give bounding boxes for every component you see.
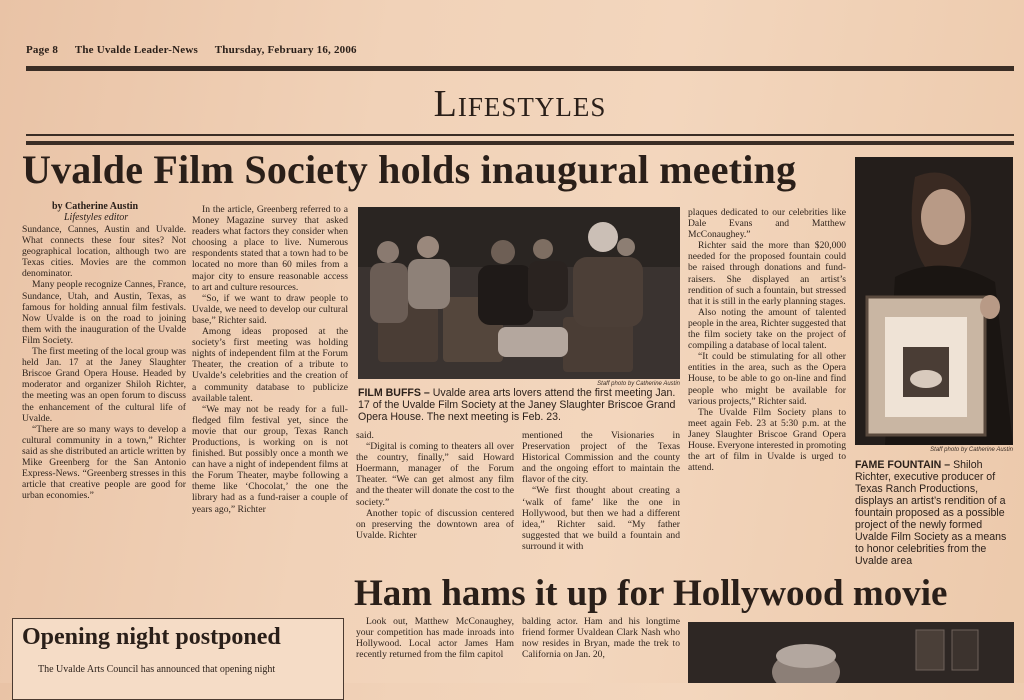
caption-lead: FAME FOUNTAIN – bbox=[855, 459, 951, 471]
paragraph: Among ideas proposed at the society’s first meeting was holding nights of independent film at the Forum Theater, the creation of a tribute to Uvalde’s celebrities and the creation of a community database to publicize available talent. bbox=[192, 326, 348, 404]
audience-photo bbox=[358, 207, 680, 379]
article-column-2 bbox=[192, 204, 348, 602]
section-rule-bottom bbox=[26, 141, 1014, 145]
opening-night-headline: Opening night postponed bbox=[22, 624, 281, 650]
ham-photo bbox=[688, 622, 1014, 683]
audience-photo-illustration bbox=[358, 207, 680, 379]
article-column-3 bbox=[356, 430, 514, 570]
ham-column-1 bbox=[356, 616, 514, 683]
photo-credit-1: Staff photo by Catherine Austin bbox=[597, 381, 680, 387]
opening-night-text: The Uvalde Arts Council has announced that opening night bbox=[38, 664, 276, 675]
section-rule-top bbox=[26, 134, 1014, 136]
byline-role: Lifestyles editor bbox=[64, 212, 129, 223]
issue-date: Thursday, February 16, 2006 bbox=[214, 44, 357, 56]
paragraph: Many people recognize Cannes, France, Sundance, Utah, and Austin, Texas, as famous for holding annual film festivals. Now Uvalde is on the road to joining them with the inauguration of the Uvalde Film Society. bbox=[22, 279, 186, 346]
caption-text: Shiloh Richter, executive producer of Texas Ranch Productions, displays an artist’s rendition of a fountain proposed as a possible project of the newly formed Uvalde Film Society as a means to honor celebrities from the Uvalde area bbox=[855, 459, 1007, 567]
paragraph: Also noting the amount of talented people in the area, Richter suggested that the film society take on the project of compiling a database of local talent. bbox=[688, 306, 846, 352]
photo-credit-2: Staff photo by Catherine Austin bbox=[930, 447, 1013, 453]
article-column-4 bbox=[522, 430, 680, 570]
paragraph: mentioned the Visionaries in Preservation project of the Texas Historical Commission and the county and the ongoing effort to maintain the flavor of the city. bbox=[522, 430, 680, 486]
byline-author: by Catherine Austin bbox=[52, 201, 139, 212]
section-title: Lifestyles bbox=[433, 83, 607, 125]
paragraph: Richter said the more than $20,000 needed for the proposed fountain could be raised through donations and fund-raisers. She displayed an artist’s rendition of such a fountain, but stressed that it is still in the early planning stages. bbox=[688, 240, 846, 307]
ham-column-2 bbox=[522, 616, 680, 683]
ham-photo-illustration bbox=[688, 622, 1014, 683]
paragraph: The Uvalde Film Society plans to meet again Feb. 23 at 5:30 p.m. at the Janey Slaughter Briscoe Grand Opera House. Everyone interested in promoting the art of film in Uvalde is urged to attend. bbox=[688, 406, 846, 474]
paper-name: The Uvalde Leader-News bbox=[74, 44, 198, 56]
paragraph: “There are so many ways to develop a cultural community in a town,” Richter said as she distributed an article written by Mike Greenberg for the San Antonio Express-News. “Greenberg stresses in this article that creative people are good for urban economies.” bbox=[22, 423, 186, 502]
fountain-photo-illustration bbox=[855, 157, 1013, 445]
paragraph: The first meeting of the local group was held Jan. 17 at the Janey Slaughter Briscoe Grand Opera House. Headed by moderator and organizer Shiloh Richter, the meeting was an open forum to discuss the enhancement of the cultural life of Uvalde. bbox=[22, 346, 186, 424]
fountain-photo bbox=[855, 157, 1013, 445]
paragraph: plaques dedicated to our celebrities like Dale Evans and Matthew McConaughey.” bbox=[688, 207, 846, 241]
top-rule bbox=[26, 66, 1014, 71]
paragraph: balding actor. Ham and his longtime friend former Uvaldean Clark Nash who now resides in Bryan, made the trek to California on Jan. 20, bbox=[522, 616, 680, 661]
article-column-1 bbox=[22, 224, 186, 602]
paragraph: Another topic of discussion centered on preserving the downtown area of Uvalde. Richter bbox=[356, 507, 514, 541]
paragraph: Look out, Matthew McConaughey, your competition has made inroads into Hollywood. Local actor James Ham recently returned from the film capitol bbox=[356, 616, 514, 661]
paragraph: Sundance, Cannes, Austin and Uvalde. What connects these four sites? Not geographical location, although two are Texas cities. Movies are the common denominator. bbox=[22, 224, 186, 280]
paragraph: “We first thought about creating a ‘walk of fame’ like the one in Hollywood, but then we had a different idea,” Richter said. “My father suggested that we build a fountain and surround it with bbox=[522, 485, 680, 552]
paragraph: said. bbox=[356, 430, 374, 441]
caption-lead: FILM BUFFS – bbox=[358, 387, 430, 399]
photo-caption-2 bbox=[855, 459, 1013, 567]
paragraph: “Digital is coming to theaters all over the country, finally,” said Howard Hoermann, manager of the Forum Theater. “We can get almost any film and the theater will donate the cost to the society.” bbox=[356, 441, 514, 508]
photo-caption-1 bbox=[358, 387, 680, 423]
ham-headline: Ham hams it up for Hollywood movie bbox=[354, 573, 948, 614]
article-column-5 bbox=[688, 207, 846, 569]
folio-line bbox=[26, 44, 371, 56]
paragraph: In the article, Greenberg referred to a Money Magazine survey that asked readers what factors they consider when choosing a place to live. Numerous respondents stated that a town had to be located no more than 60 miles from a major city to ensure reasonable access to art and culture resources. bbox=[192, 204, 348, 293]
main-headline: Uvalde Film Society holds inaugural meeting bbox=[22, 147, 797, 192]
caption-text: Uvalde area arts lovers attend the first meeting Jan. 17 of the Uvalde Film Society at the Janey Slaughter Briscoe Grand Opera House. The next meeting is Feb. 23. bbox=[358, 387, 676, 423]
page-number: Page 8 bbox=[26, 44, 59, 56]
paragraph: “It could be stimulating for all other entities in the area, such as the Opera House, to be able to go on-line and find people who might be available for various projects,” Richter said. bbox=[688, 351, 846, 407]
paragraph: “We may not be ready for a full-fledged film festival yet, since the movie that our group, Texas Ranch Productions, is working on is not finished. But possibly once a month we can have a night of independent films at the Forum Theater, maybe following a theme like ‘Chocolat,’ the one the library had as a fund-raiser a couple of years ago,” Richter bbox=[192, 403, 348, 515]
paragraph: “So, if we want to draw people to Uvalde, we need to develop our cultural base,” Richter said. bbox=[192, 292, 348, 326]
